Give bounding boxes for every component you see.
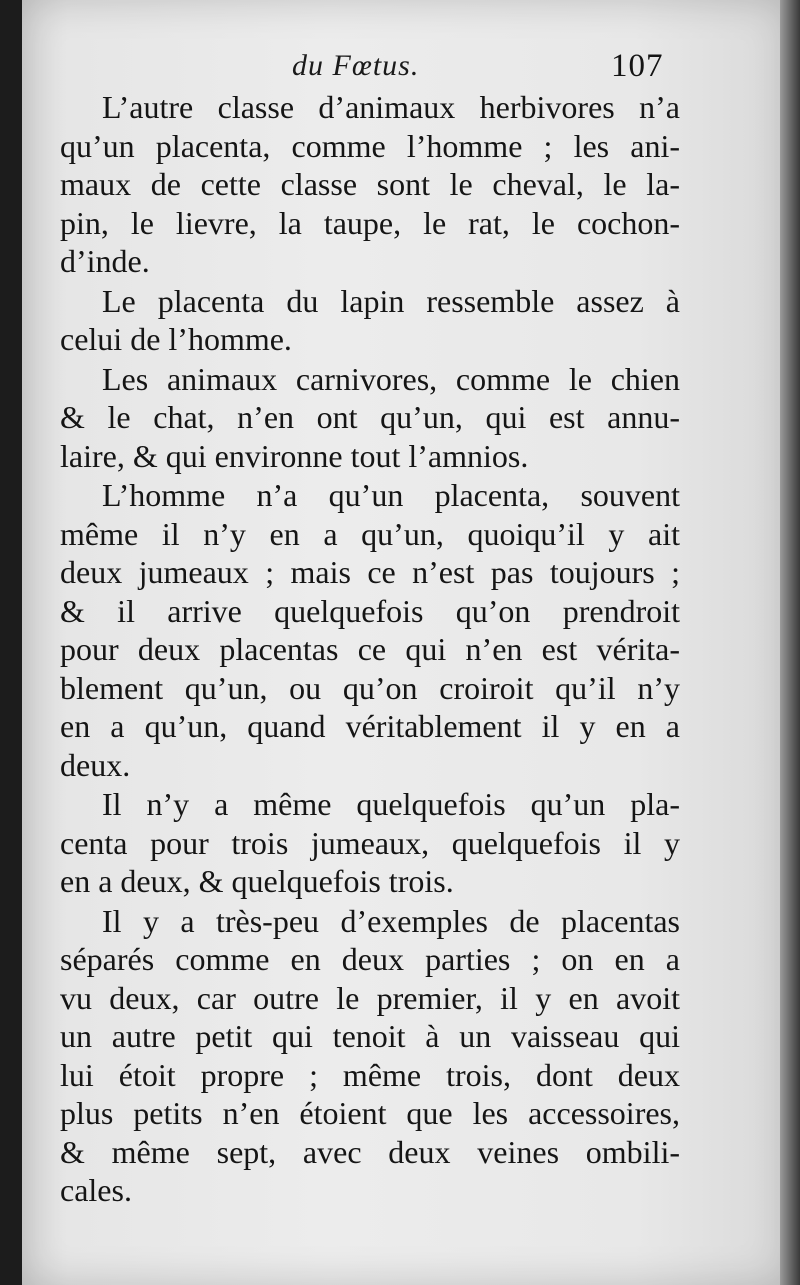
text-line: même il n’y en a qu’un, quoiqu’il y ait: [60, 515, 680, 552]
text-line: Le placenta du lapin ressemble assez à: [102, 282, 680, 319]
text-line: L’autre classe d’animaux herbivores n’a: [102, 89, 680, 125]
text-line: pin, le lievre, la taupe, le rat, le cochon-: [60, 204, 680, 241]
text-line: Les animaux carnivores, comme le chien: [102, 360, 680, 397]
text-line: en a deux, & quelquefois trois.: [60, 863, 454, 899]
text-line: laire, & qui environne tout l’amnios.: [60, 437, 529, 474]
text-line: blement qu’un, ou qu’on croiroit qu’il n’y: [60, 669, 680, 706]
text-line: d’inde.: [60, 243, 150, 279]
page-number: 107: [611, 48, 664, 84]
paragraph: [60, 902, 680, 1210]
body-text: [60, 88, 680, 1211]
text-line: lui étoit propre ; même trois, dont deux: [60, 1056, 680, 1093]
paragraph: [60, 282, 680, 359]
text-line: & même sept, avec deux veines ombili-: [60, 1133, 680, 1170]
text-line: qu’un placenta, comme l’homme ; les ani-: [60, 127, 680, 164]
text-line: vu deux, car outre le premier, il y en avoit: [60, 979, 680, 1016]
page-edge-shadow: [780, 0, 800, 1285]
paragraph: [60, 785, 680, 901]
paragraph: [60, 88, 680, 281]
text-line: Il y a très-peu d’exemples de placentas: [102, 902, 680, 939]
text-line: Il n’y a même quelquefois qu’un pla-: [102, 786, 680, 822]
running-title: du Fœtus.: [292, 49, 420, 82]
text-line: séparés comme en deux parties ; on en a: [60, 941, 680, 977]
text-line: pour deux placentas ce qui n’en est vérita-: [60, 631, 680, 667]
text-line: L’homme n’a qu’un placenta, souvent: [102, 477, 680, 513]
text-line: celui de l’homme.: [60, 321, 292, 357]
paragraph: [60, 476, 680, 784]
page-header: [0, 44, 800, 88]
text-line: deux jumeaux ; mais ce n’est pas toujours ;: [60, 554, 680, 590]
text-line: & le chat, n’en ont qu’un, qui est annu-: [60, 399, 680, 435]
text-line: cales.: [60, 1172, 132, 1208]
text-line: centa pour trois jumeaux, quelquefois il y: [60, 824, 680, 861]
text-line: maux de cette classe sont le cheval, le la-: [60, 166, 680, 202]
text-line: en a qu’un, quand véritablement il y en a: [60, 708, 680, 744]
text-line: deux.: [60, 746, 131, 783]
paragraph: [60, 360, 680, 476]
text-line: plus petits n’en étoient que les accessoires,: [60, 1095, 680, 1131]
text-line: & il arrive quelquefois qu’on prendroit: [60, 592, 680, 629]
text-line: un autre petit qui tenoit à un vaisseau qui: [60, 1018, 680, 1054]
